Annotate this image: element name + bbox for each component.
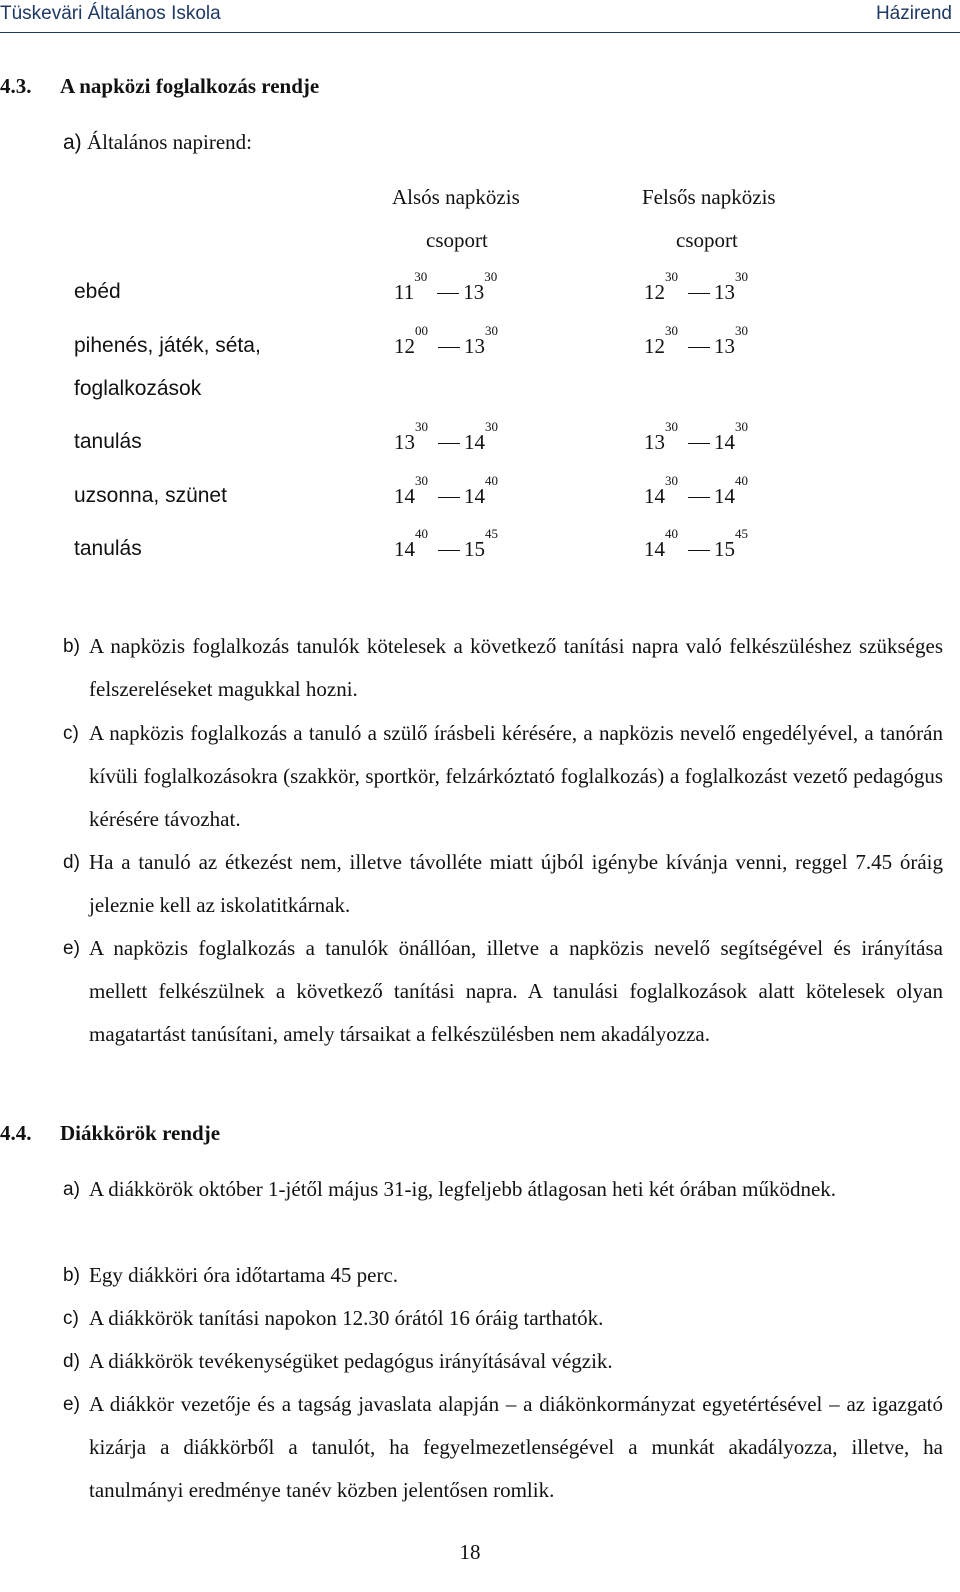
list-item-text: A diákkör vezetője és a tagság javaslata alapján – a diákönkormányzat egyetértésével – az igazgató kizárja a diákkörből a tanulót, ha fegyelmezetlenségével a munkát akadályozza, illetve, ha tanulmányi eredménye tanév közben jelentősen romlik. bbox=[89, 1392, 943, 1502]
time-hour: 14 bbox=[464, 484, 485, 508]
time-hour: 12 bbox=[644, 280, 665, 304]
schedule-time-upper bbox=[644, 269, 748, 305]
schedule-row-label: pihenés, játék, séta, bbox=[74, 334, 261, 357]
range-dash bbox=[437, 293, 459, 294]
time-minute: 30 bbox=[485, 323, 498, 338]
range-dash bbox=[688, 443, 710, 444]
time-hour: 13 bbox=[394, 430, 415, 454]
time-hour: 12 bbox=[394, 334, 415, 358]
schedule-row-label: tanulás bbox=[74, 430, 142, 453]
list-marker: c) bbox=[63, 723, 79, 744]
list-item-text: A napközis foglalkozás tanulók kötelesek a következő tanítási napra való felkészüléshez szükséges felszereléseket magukkal hozni. bbox=[89, 634, 943, 701]
schedule-row-label: tanulás bbox=[74, 537, 142, 560]
time-hour: 14 bbox=[464, 430, 485, 454]
time-minute: 40 bbox=[415, 526, 428, 541]
time-hour: 11 bbox=[394, 280, 415, 304]
list-item-text: Ha a tanuló az étkezést nem, illetve távolléte miatt újból igénybe kívánja venni, reggel 7.45 óráig jeleznie kell az iskolatitkárnak. bbox=[89, 850, 943, 917]
time-minute: 00 bbox=[415, 323, 428, 338]
subsection-a-title: Általános napirend: bbox=[86, 130, 252, 154]
schedule-row-label: uzsonna, szünet bbox=[74, 484, 227, 507]
time-hour: 14 bbox=[394, 537, 415, 561]
header-document-name: Házirend bbox=[875, 3, 952, 24]
time-minute: 45 bbox=[485, 526, 498, 541]
list-marker: e) bbox=[63, 938, 80, 959]
range-dash bbox=[438, 443, 460, 444]
time-hour: 14 bbox=[394, 484, 415, 508]
list-item bbox=[63, 1254, 943, 1297]
schedule-time-upper bbox=[644, 526, 748, 562]
section-4-3-heading bbox=[0, 74, 319, 99]
time-hour: 14 bbox=[714, 430, 735, 454]
list-item bbox=[63, 1383, 943, 1512]
section-4-4-heading bbox=[0, 1121, 220, 1146]
schedule-time-lower bbox=[394, 473, 498, 509]
schedule-time-upper bbox=[644, 473, 748, 509]
time-minute: 30 bbox=[665, 473, 678, 488]
list-item-text: A diákkörök tanítási napokon 12.30 órától 16 óráig tarthatók. bbox=[89, 1306, 604, 1330]
column-header-lower-line2: csoport bbox=[426, 228, 488, 252]
time-minute: 30 bbox=[415, 419, 428, 434]
time-hour: 15 bbox=[714, 537, 735, 561]
schedule-row-label: ebéd bbox=[74, 280, 121, 303]
section-title: Diákkörök rendje bbox=[60, 1121, 221, 1145]
time-minute: 45 bbox=[735, 526, 748, 541]
time-minute: 40 bbox=[735, 473, 748, 488]
range-dash bbox=[438, 497, 460, 498]
section-number: 4.4. bbox=[0, 1121, 32, 1145]
time-minute: 40 bbox=[485, 473, 498, 488]
schedule-time-lower bbox=[394, 526, 498, 562]
schedule-time-upper bbox=[644, 323, 748, 359]
schedule-time-upper bbox=[644, 419, 748, 455]
time-minute: 30 bbox=[484, 269, 498, 284]
page-number: 18 bbox=[459, 1540, 481, 1564]
list-marker: b) bbox=[63, 636, 80, 657]
list-item bbox=[63, 625, 943, 711]
schedule-row-label-line2: foglalkozások bbox=[74, 377, 202, 400]
time-hour: 15 bbox=[464, 537, 485, 561]
column-header-lower: Alsós napközis bbox=[392, 185, 520, 209]
time-minute: 30 bbox=[735, 419, 748, 434]
list-marker: b) bbox=[63, 1265, 80, 1286]
time-hour: 14 bbox=[644, 537, 665, 561]
time-minute: 30 bbox=[415, 473, 428, 488]
schedule-time-lower bbox=[394, 323, 498, 359]
column-header-upper: Felsős napközis bbox=[642, 185, 776, 209]
header-rule bbox=[0, 32, 960, 33]
time-minute: 30 bbox=[485, 419, 498, 434]
range-dash bbox=[688, 293, 710, 294]
list-marker: d) bbox=[63, 852, 80, 873]
list-item-text: A diákkörök tevékenységüket pedagógus irányításával végzik. bbox=[89, 1349, 613, 1373]
range-dash bbox=[438, 347, 460, 348]
time-hour: 13 bbox=[714, 334, 735, 358]
list-item bbox=[63, 712, 943, 841]
list-item bbox=[63, 927, 943, 1056]
time-hour: 13 bbox=[644, 430, 665, 454]
section-title: A napközi foglalkozás rendje bbox=[60, 74, 320, 98]
list-item-text: A diákkörök október 1-jétől május 31-ig, legfeljebb átlagosan heti két órában működnek. bbox=[89, 1177, 837, 1201]
time-minute: 30 bbox=[665, 269, 678, 284]
time-hour: 13 bbox=[714, 280, 735, 304]
list-marker: e) bbox=[63, 1394, 80, 1415]
list-item bbox=[63, 1297, 943, 1340]
list-item bbox=[63, 1168, 943, 1211]
list-marker: c) bbox=[63, 1308, 79, 1329]
list-item bbox=[63, 1340, 943, 1383]
header-school-name: Tüskeväri Általános Iskola bbox=[0, 3, 221, 24]
list-item-text: A napközis foglalkozás a tanulók önállóan, illetve a napközis nevelő segítségével és irányítása mellett felkészülnek a következő tanítási napra. A tanulási foglalkozások alatt kötelesek olyan magatartást tanúsítani, amely társaikat a felkészülésben nem akadályozza. bbox=[89, 936, 943, 1046]
list-marker: a) bbox=[63, 1179, 80, 1200]
time-minute: 30 bbox=[735, 269, 748, 284]
time-minute: 30 bbox=[665, 323, 678, 338]
list-item bbox=[63, 841, 943, 927]
time-hour: 13 bbox=[463, 280, 485, 304]
time-hour: 13 bbox=[464, 334, 485, 358]
range-dash bbox=[688, 347, 710, 348]
time-minute: 40 bbox=[665, 526, 678, 541]
time-minute: 30 bbox=[735, 323, 748, 338]
range-dash bbox=[688, 550, 710, 551]
time-minute: 30 bbox=[414, 269, 428, 284]
time-hour: 14 bbox=[644, 484, 665, 508]
schedule-time-lower bbox=[394, 269, 498, 305]
section-number: 4.3. bbox=[0, 74, 32, 98]
list-marker: d) bbox=[63, 1351, 80, 1372]
time-hour: 12 bbox=[644, 334, 665, 358]
time-hour: 14 bbox=[714, 484, 735, 508]
list-marker: a) bbox=[63, 131, 82, 154]
subsection-a bbox=[63, 130, 252, 155]
time-minute: 30 bbox=[665, 419, 678, 434]
column-header-upper-line2: csoport bbox=[676, 228, 738, 252]
schedule-time-lower bbox=[394, 419, 498, 455]
list-item-text: Egy diákköri óra időtartama 45 perc. bbox=[89, 1263, 399, 1287]
list-item-text: A napközis foglalkozás a tanuló a szülő írásbeli kérésére, a napközis nevelő engedélyével, a tanórán kívüli foglalkozásokra (szakkör, sportkör, felzárkóztató foglalkozás) a foglalkozást vezető pedagógus kérésére távozhat. bbox=[89, 721, 943, 831]
range-dash bbox=[688, 497, 710, 498]
range-dash bbox=[438, 550, 460, 551]
